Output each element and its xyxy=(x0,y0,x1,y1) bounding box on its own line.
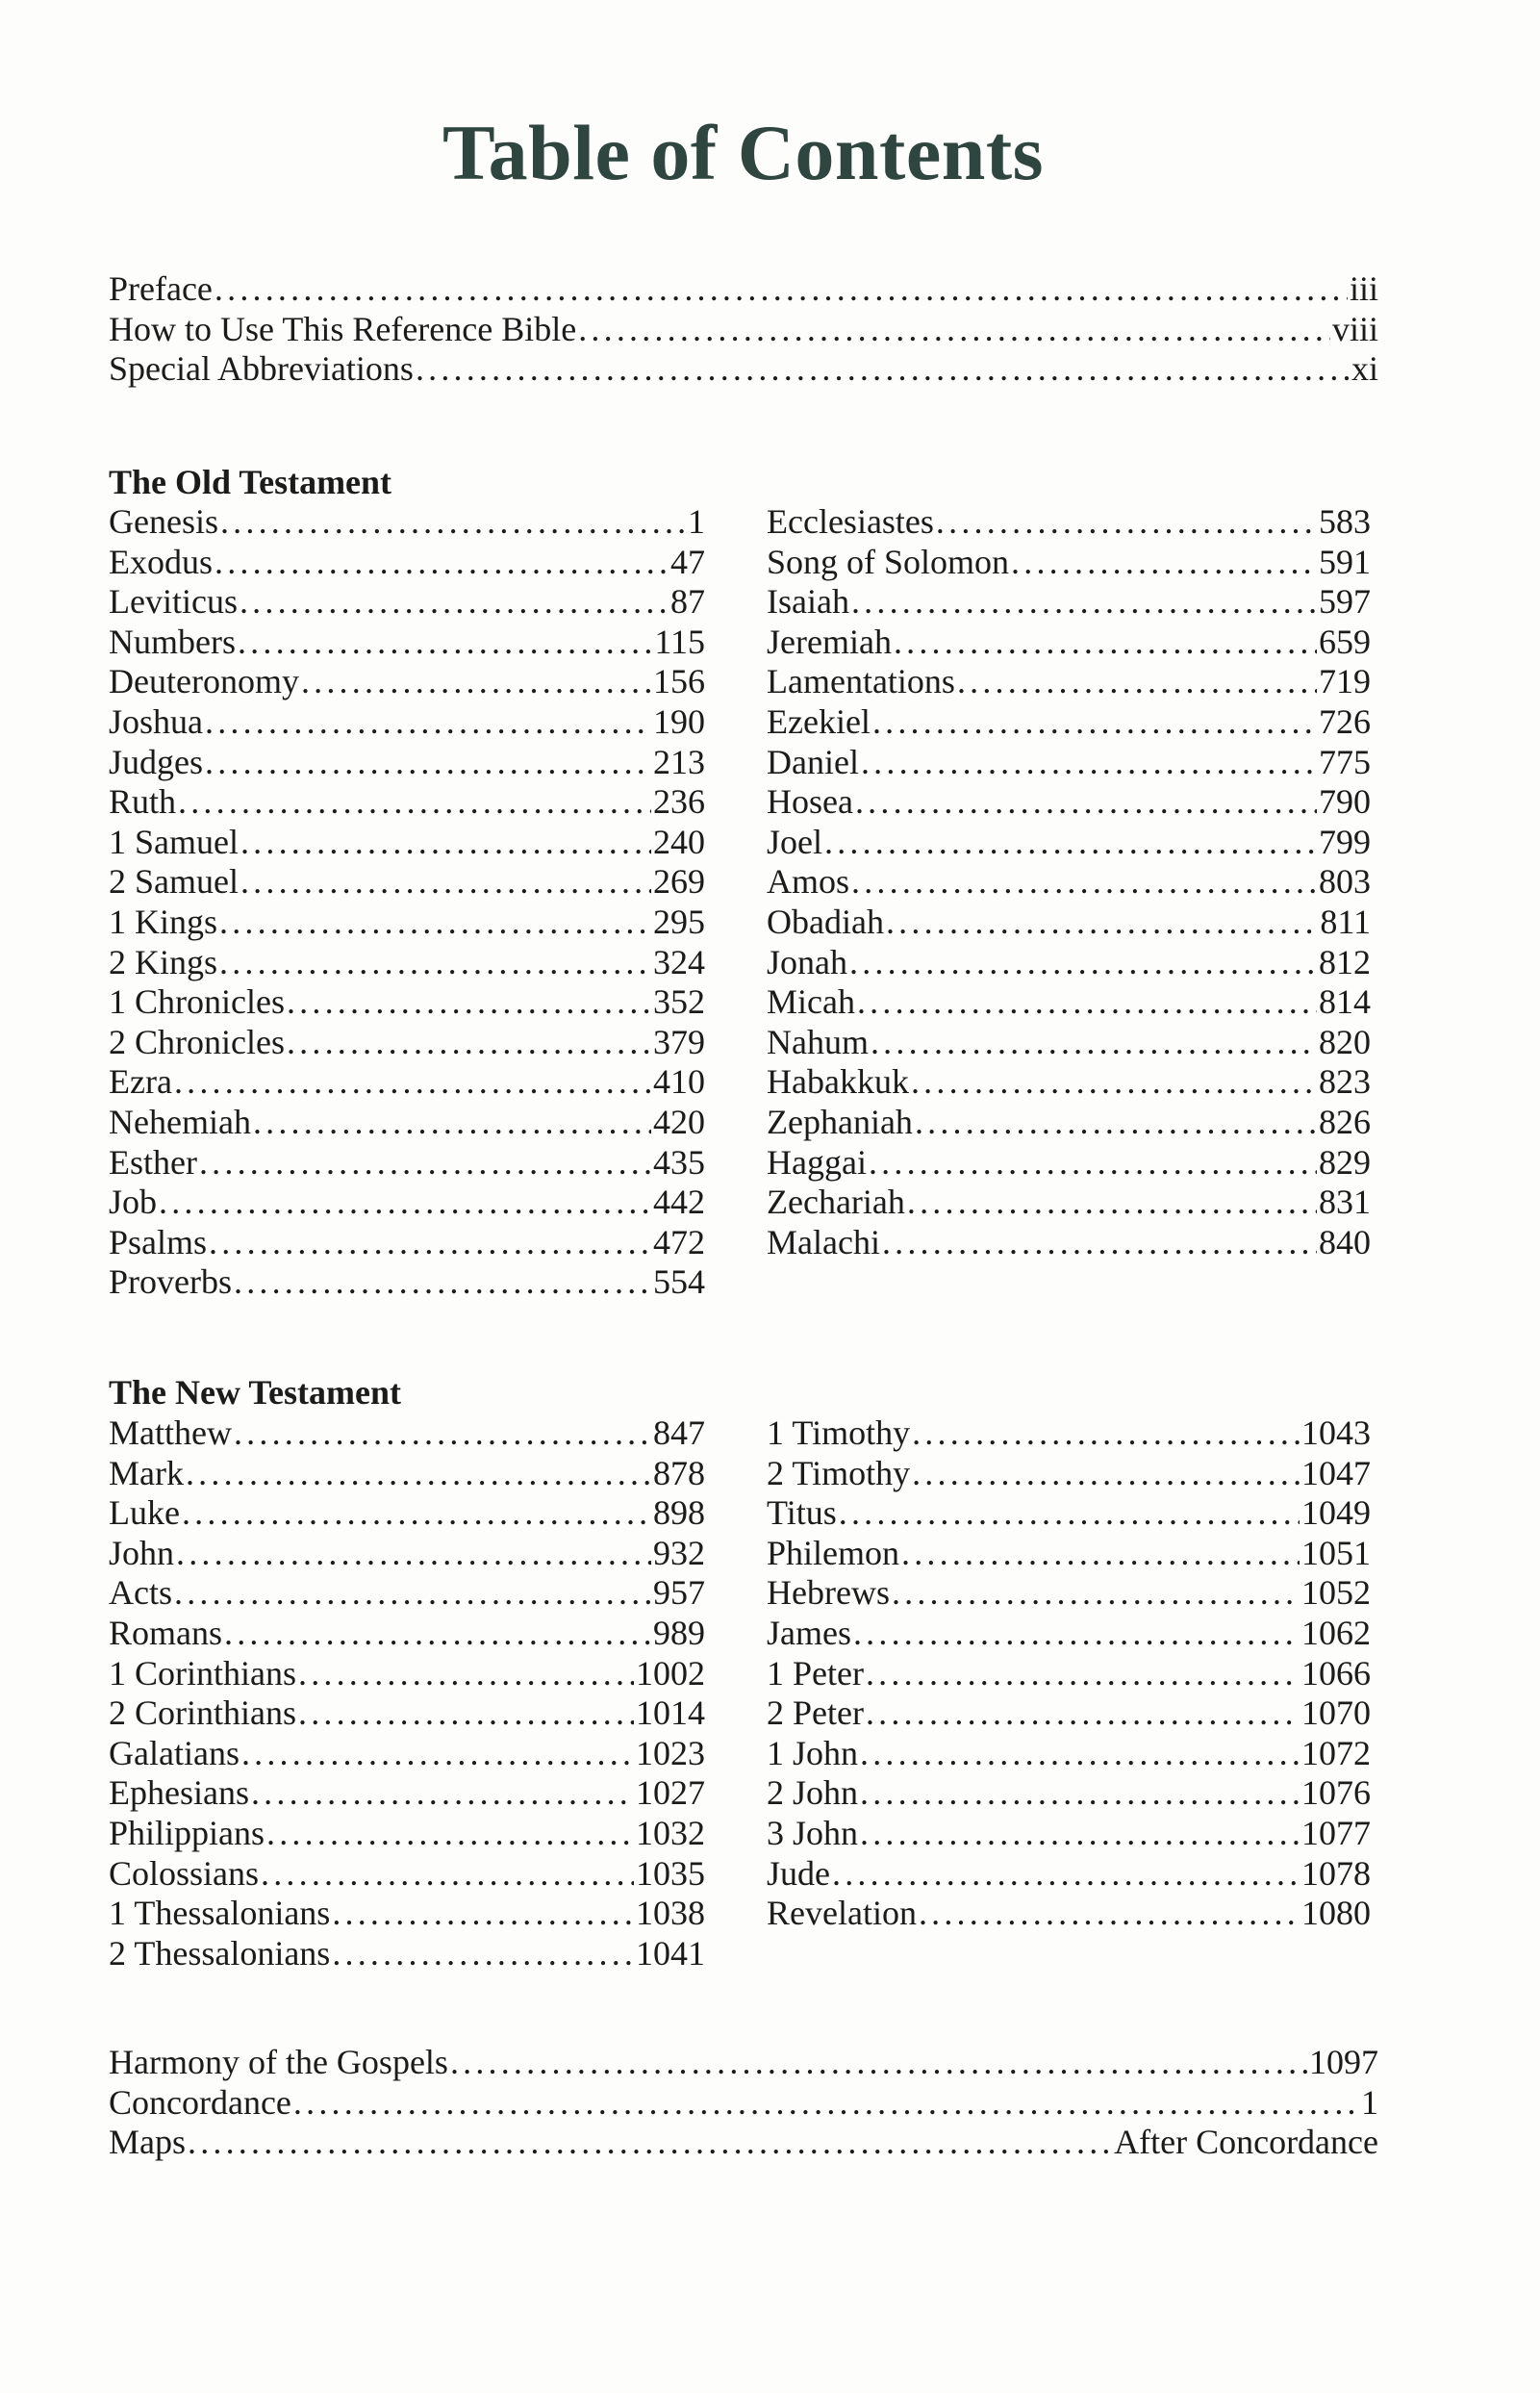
entry-title: John xyxy=(109,1533,175,1572)
entry-title: Malachi xyxy=(767,1222,880,1261)
page-number: 1014 xyxy=(636,1693,705,1733)
entry-title: Jonah xyxy=(767,942,847,981)
page-number: 719 xyxy=(1319,662,1371,701)
entry-title: Esther xyxy=(109,1142,197,1182)
toc-entry xyxy=(109,1814,705,1854)
dot-leader xyxy=(849,943,1317,983)
page-number: 295 xyxy=(653,902,705,941)
page-number: After Concordance xyxy=(1114,2123,1378,2162)
entry-title: Ezra xyxy=(109,1062,172,1102)
toc-entry xyxy=(109,823,705,863)
page-number: 190 xyxy=(653,701,705,741)
page-number: 1070 xyxy=(1301,1693,1371,1733)
page-number: 1043 xyxy=(1301,1413,1371,1452)
entry-title: Titus xyxy=(767,1493,837,1533)
toc-entry xyxy=(767,1693,1371,1734)
page-number: 1049 xyxy=(1301,1493,1371,1533)
toc-entry xyxy=(767,1062,1371,1103)
toc-entry xyxy=(767,1614,1371,1654)
entry-title: Joel xyxy=(767,822,822,861)
entry-title: Nehemiah xyxy=(109,1102,251,1141)
entry-title: Amos xyxy=(767,862,850,902)
entry-title: Numbers xyxy=(109,622,236,661)
page-number: 814 xyxy=(1319,982,1371,1022)
toc-entry xyxy=(109,1534,705,1574)
toc-entry xyxy=(109,982,705,1023)
toc-entry xyxy=(109,1413,705,1454)
dot-leader xyxy=(866,1693,1300,1734)
entry-title: 2 Chronicles xyxy=(109,1022,285,1061)
entry-title: Concordance xyxy=(109,2082,291,2122)
toc-entry xyxy=(109,1573,705,1614)
page-number: 352 xyxy=(653,982,705,1022)
entry-title: 1 Thessalonians xyxy=(109,1894,331,1933)
entry-title: 2 Samuel xyxy=(109,862,239,902)
dot-leader xyxy=(853,1614,1300,1654)
page-number: 1 xyxy=(688,502,705,541)
entry-title: 2 Corinthians xyxy=(109,1693,296,1733)
toc-entry xyxy=(767,862,1371,903)
dot-leader xyxy=(1011,543,1317,583)
entry-title: Hebrews xyxy=(767,1573,890,1613)
dot-leader xyxy=(240,823,651,863)
dot-leader xyxy=(186,1454,651,1494)
entry-title: 1 Kings xyxy=(109,902,218,941)
entry-title: Harmony of the Gospels xyxy=(109,2043,448,2081)
toc-entry xyxy=(767,943,1371,983)
page-number: 831 xyxy=(1319,1183,1371,1222)
page-number: 989 xyxy=(653,1613,705,1652)
dot-leader xyxy=(159,1183,651,1223)
toc-entry xyxy=(767,1814,1371,1854)
dot-leader xyxy=(332,1894,634,1934)
dot-leader xyxy=(892,1573,1300,1614)
dot-leader xyxy=(882,1223,1317,1263)
toc-entry xyxy=(767,1773,1371,1814)
toc-entry xyxy=(767,782,1371,823)
toc-entry xyxy=(767,1454,1371,1494)
entry-title: Matthew xyxy=(109,1413,232,1452)
entry-title: Micah xyxy=(767,982,855,1022)
dot-leader xyxy=(851,862,1317,903)
entry-title: 2 Thessalonians xyxy=(109,1933,331,1973)
toc-entry xyxy=(767,543,1371,583)
dot-leader xyxy=(240,582,669,623)
toc-entry xyxy=(109,623,705,663)
toc-entry xyxy=(109,1693,705,1734)
dot-leader xyxy=(287,982,651,1023)
toc-entry xyxy=(767,743,1371,783)
page-number: 847 xyxy=(653,1413,705,1452)
page-number: 1078 xyxy=(1301,1853,1371,1893)
dot-leader xyxy=(936,502,1317,543)
dot-leader xyxy=(253,1103,651,1143)
dot-leader xyxy=(238,623,652,663)
page-number: 812 xyxy=(1319,942,1371,981)
dot-leader xyxy=(298,1654,634,1694)
page-number: 236 xyxy=(653,782,705,822)
toc-entry xyxy=(767,1413,1371,1454)
old-testament-left-column xyxy=(109,502,705,1303)
dot-leader xyxy=(301,662,651,702)
toc-entry xyxy=(109,1223,705,1263)
entry-title: Daniel xyxy=(767,742,859,781)
toc-entry xyxy=(109,1454,705,1494)
page-number: 410 xyxy=(653,1062,705,1102)
page-number: 803 xyxy=(1319,862,1371,902)
new-testament-heading: The New Testament xyxy=(109,1373,401,1412)
entry-title: Obadiah xyxy=(767,902,884,941)
toc-entry xyxy=(109,1854,705,1895)
page-number: 1052 xyxy=(1301,1573,1371,1613)
toc-entry xyxy=(109,2083,1378,2124)
toc-entry xyxy=(109,1493,705,1534)
dot-leader xyxy=(869,1143,1317,1184)
entry-title: 2 Peter xyxy=(767,1693,864,1733)
entry-title: Ezekiel xyxy=(767,701,871,741)
dot-leader xyxy=(205,702,651,743)
toc-entry xyxy=(767,582,1371,623)
page-number: 1051 xyxy=(1301,1533,1371,1572)
dot-leader xyxy=(839,1493,1300,1534)
dot-leader xyxy=(219,943,651,983)
dot-leader xyxy=(261,1854,634,1895)
toc-entry xyxy=(109,1143,705,1184)
toc-entry xyxy=(767,1854,1371,1895)
page-number: 1080 xyxy=(1301,1894,1371,1933)
page-number: 597 xyxy=(1319,582,1371,622)
toc-entry xyxy=(109,1934,705,1974)
toc-entry xyxy=(109,543,705,583)
dot-leader xyxy=(824,823,1317,863)
dot-leader xyxy=(215,269,1348,310)
toc-entry xyxy=(767,702,1371,743)
toc-entry xyxy=(109,2123,1378,2163)
old-testament-heading: The Old Testament xyxy=(109,463,392,501)
page-number: 156 xyxy=(653,662,705,701)
dot-leader xyxy=(957,662,1317,702)
dot-leader xyxy=(266,1814,634,1854)
entry-title: 1 Peter xyxy=(767,1653,864,1693)
dot-leader xyxy=(911,1062,1317,1103)
entry-title: 2 Kings xyxy=(109,942,218,981)
entry-title: Nahum xyxy=(767,1022,869,1061)
page-number: 1041 xyxy=(636,1933,705,1973)
page-number: 324 xyxy=(653,942,705,981)
entry-title: 1 John xyxy=(767,1733,859,1772)
dot-leader xyxy=(855,782,1317,823)
toc-entry xyxy=(767,1103,1371,1143)
toc-entry xyxy=(109,1654,705,1694)
toc-entry xyxy=(109,943,705,983)
entry-title: How to Use This Reference Bible xyxy=(109,309,577,348)
toc-entry xyxy=(109,743,705,783)
page-number: 1023 xyxy=(636,1733,705,1772)
dot-leader xyxy=(915,1103,1317,1143)
front-matter-list xyxy=(109,269,1378,390)
entry-title: 1 Timothy xyxy=(767,1413,911,1452)
page-number: 1032 xyxy=(636,1813,705,1852)
page-number: 1002 xyxy=(636,1653,705,1693)
toc-entry xyxy=(767,982,1371,1023)
entry-title: Preface xyxy=(109,269,213,308)
dot-leader xyxy=(907,1183,1317,1223)
entry-title: Genesis xyxy=(109,502,218,541)
page-number: iii xyxy=(1349,269,1378,308)
dot-leader xyxy=(219,903,651,943)
toc-entry xyxy=(109,903,705,943)
entry-title: Luke xyxy=(109,1493,180,1533)
back-matter-list xyxy=(109,2043,1378,2163)
page-number: 1062 xyxy=(1301,1613,1371,1652)
toc-entry xyxy=(109,502,705,543)
entry-title: Psalms xyxy=(109,1222,208,1261)
entry-title: 1 Corinthians xyxy=(109,1653,296,1693)
page-number: 1077 xyxy=(1301,1813,1371,1852)
entry-title: Acts xyxy=(109,1573,172,1613)
dot-leader xyxy=(298,1693,634,1734)
page-number: 957 xyxy=(653,1573,705,1613)
dot-leader xyxy=(871,1023,1317,1063)
toc-entry xyxy=(109,1262,705,1303)
entry-title: Song of Solomon xyxy=(767,542,1010,581)
dot-leader xyxy=(872,702,1317,743)
toc-entry xyxy=(767,1223,1371,1263)
page-number: 435 xyxy=(653,1142,705,1182)
page-number: 472 xyxy=(653,1222,705,1261)
dot-leader xyxy=(894,623,1317,663)
dot-leader xyxy=(578,310,1330,350)
page-number: 47 xyxy=(670,542,705,581)
toc-entry xyxy=(767,623,1371,663)
dot-leader xyxy=(174,1062,651,1103)
entry-title: Colossians xyxy=(109,1853,260,1893)
toc-entry xyxy=(109,1894,705,1934)
page-number: 1027 xyxy=(636,1773,705,1813)
toc-entry xyxy=(767,1654,1371,1694)
new-testament-right-column xyxy=(767,1413,1371,1934)
entry-title: James xyxy=(767,1613,851,1652)
entry-title: Proverbs xyxy=(109,1262,232,1302)
toc-entry xyxy=(767,1573,1371,1614)
toc-entry xyxy=(767,1143,1371,1184)
page-number: 1047 xyxy=(1301,1453,1371,1492)
toc-entry xyxy=(767,823,1371,863)
dot-leader xyxy=(178,782,651,823)
entry-title: Ruth xyxy=(109,782,177,822)
dot-leader xyxy=(215,543,669,583)
toc-entry xyxy=(767,1023,1371,1063)
toc-entry xyxy=(109,862,705,903)
page-number: 898 xyxy=(653,1493,705,1533)
dot-leader xyxy=(912,1454,1300,1494)
dot-leader xyxy=(199,1143,651,1184)
entry-title: Deuteronomy xyxy=(109,662,299,701)
entry-title: 2 John xyxy=(767,1773,859,1813)
page-number: 790 xyxy=(1319,782,1371,822)
page-number: 1066 xyxy=(1301,1653,1371,1693)
old-testament-right-column xyxy=(767,502,1371,1262)
dot-leader xyxy=(886,903,1318,943)
page-number: 1035 xyxy=(636,1853,705,1893)
toc-entry xyxy=(109,582,705,623)
entry-title: Isaiah xyxy=(767,582,849,622)
page-number: 240 xyxy=(653,822,705,861)
page-number: 379 xyxy=(653,1022,705,1061)
entry-title: Philippians xyxy=(109,1813,265,1852)
toc-entry xyxy=(109,2043,1378,2083)
dot-leader xyxy=(287,1023,651,1063)
dot-leader xyxy=(860,1814,1300,1854)
page-number: 799 xyxy=(1319,822,1371,861)
page-number: 87 xyxy=(670,582,705,622)
entry-title: Revelation xyxy=(767,1894,917,1933)
entry-title: Zechariah xyxy=(767,1183,905,1222)
dot-leader xyxy=(901,1534,1300,1574)
page-number: 583 xyxy=(1319,502,1371,541)
dot-leader xyxy=(866,1654,1300,1694)
entry-title: Special Abbreviations xyxy=(109,349,414,389)
toc-entry xyxy=(109,702,705,743)
toc-entry xyxy=(767,1493,1371,1534)
toc-entry xyxy=(767,662,1371,702)
entry-title: Romans xyxy=(109,1613,223,1652)
page-number: 1072 xyxy=(1301,1733,1371,1772)
entry-title: 3 John xyxy=(767,1813,859,1852)
dot-leader xyxy=(241,1734,634,1774)
entry-title: Philemon xyxy=(767,1533,900,1572)
page-number: 442 xyxy=(653,1183,705,1222)
dot-leader xyxy=(832,1854,1300,1895)
toc-entry xyxy=(109,269,1378,310)
entry-title: Job xyxy=(109,1183,158,1222)
entry-title: Jude xyxy=(767,1853,830,1893)
dot-leader xyxy=(205,743,651,783)
dot-leader xyxy=(234,1413,651,1454)
entry-title: Leviticus xyxy=(109,582,238,622)
page-number: 591 xyxy=(1319,542,1371,581)
dot-leader xyxy=(332,1934,634,1974)
dot-leader xyxy=(861,743,1317,783)
dot-leader xyxy=(860,1734,1300,1774)
dot-leader xyxy=(240,862,651,903)
toc-entry xyxy=(767,502,1371,543)
entry-title: Mark xyxy=(109,1453,184,1492)
toc-entry xyxy=(767,1894,1371,1934)
page-number: 840 xyxy=(1319,1222,1371,1261)
dot-leader xyxy=(209,1223,651,1263)
entry-title: 2 Timothy xyxy=(767,1453,911,1492)
entry-title: Hosea xyxy=(767,782,853,822)
dot-leader xyxy=(220,502,686,543)
page-number: 1076 xyxy=(1301,1773,1371,1813)
toc-entry xyxy=(109,782,705,823)
toc-entry xyxy=(109,662,705,702)
page-number: 1038 xyxy=(636,1894,705,1933)
dot-leader xyxy=(293,2083,1359,2124)
toc-entry xyxy=(767,903,1371,943)
dot-leader xyxy=(188,2123,1112,2163)
dot-leader xyxy=(857,982,1317,1023)
dot-leader xyxy=(851,582,1317,623)
toc-entry xyxy=(109,310,1378,350)
entry-title: Zephaniah xyxy=(767,1102,913,1141)
toc-entry xyxy=(109,1734,705,1774)
entry-title: Lamentations xyxy=(767,662,955,701)
dot-leader xyxy=(174,1573,651,1614)
entry-title: Ephesians xyxy=(109,1773,249,1813)
dot-leader xyxy=(251,1773,634,1814)
page-number: 554 xyxy=(653,1262,705,1302)
entry-title: Judges xyxy=(109,742,203,781)
page-number: 213 xyxy=(653,742,705,781)
dot-leader xyxy=(416,349,1350,390)
dot-leader xyxy=(912,1413,1300,1454)
page-number: 1097 xyxy=(1309,2043,1378,2081)
page-number: 829 xyxy=(1319,1142,1371,1182)
entry-title: Galatians xyxy=(109,1733,240,1772)
toc-entry xyxy=(767,1183,1371,1223)
dot-leader xyxy=(450,2043,1307,2083)
page-number: viii xyxy=(1331,309,1378,348)
entry-title: Joshua xyxy=(109,701,203,741)
page-number: xi xyxy=(1351,349,1378,389)
toc-entry xyxy=(109,349,1378,390)
toc-entry xyxy=(767,1534,1371,1574)
page-number: 932 xyxy=(653,1533,705,1572)
toc-entry xyxy=(109,1023,705,1063)
dot-leader xyxy=(860,1773,1300,1814)
toc-entry xyxy=(109,1183,705,1223)
page-number: 820 xyxy=(1319,1022,1371,1061)
entry-title: Habakkuk xyxy=(767,1062,909,1102)
page-number: 1 xyxy=(1361,2082,1378,2122)
dot-leader xyxy=(224,1614,651,1654)
page-number: 775 xyxy=(1319,742,1371,781)
entry-title: 1 Samuel xyxy=(109,822,239,861)
toc-entry xyxy=(109,1103,705,1143)
new-testament-left-column xyxy=(109,1413,705,1973)
page-title: Table of Contents xyxy=(442,109,1045,196)
page-number: 115 xyxy=(654,622,705,661)
toc-entry xyxy=(109,1773,705,1814)
page-number: 826 xyxy=(1319,1102,1371,1141)
page-number: 878 xyxy=(653,1453,705,1492)
page-number: 726 xyxy=(1319,701,1371,741)
entry-title: Exodus xyxy=(109,542,213,581)
page-number: 420 xyxy=(653,1102,705,1141)
page-number: 811 xyxy=(1320,902,1371,941)
dot-leader xyxy=(176,1534,651,1574)
page-number: 269 xyxy=(653,862,705,902)
toc-entry xyxy=(767,1734,1371,1774)
entry-title: Maps xyxy=(109,2123,186,2162)
entry-title: Ecclesiastes xyxy=(767,502,934,541)
entry-title: Jeremiah xyxy=(767,622,892,661)
dot-leader xyxy=(919,1894,1300,1934)
toc-entry xyxy=(109,1614,705,1654)
entry-title: 1 Chronicles xyxy=(109,982,285,1022)
page-number: 823 xyxy=(1319,1062,1371,1102)
dot-leader xyxy=(234,1262,651,1303)
page-number: 659 xyxy=(1319,622,1371,661)
entry-title: Haggai xyxy=(767,1142,867,1182)
toc-entry xyxy=(109,1062,705,1103)
dot-leader xyxy=(182,1493,651,1534)
